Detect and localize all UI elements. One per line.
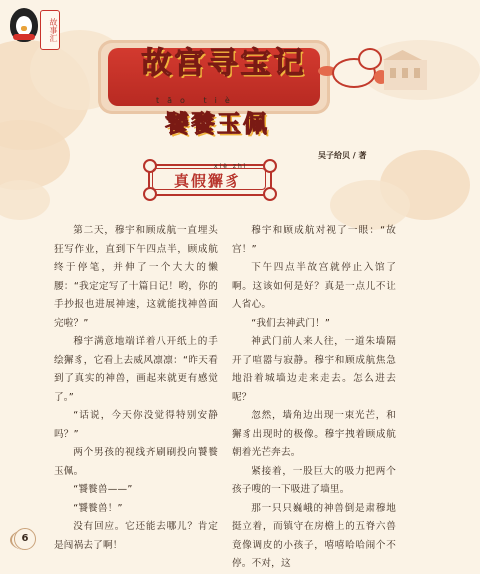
subtitle-pinyin: tāo tiè xyxy=(156,96,238,105)
paragraph: “我们去神武门！” xyxy=(251,317,331,329)
paragraph: 两个男孩的视线齐刷刷投向饕餮玉佩。 xyxy=(54,447,218,477)
chapter-pinyin: xiè zhì xyxy=(214,163,248,170)
penguin-mascot-icon xyxy=(10,8,38,42)
cloud-decoration xyxy=(0,180,50,220)
book-subtitle: 饕餮玉佩 xyxy=(165,109,269,138)
paragraph: 紧接着，一股巨大的吸力把两个孩子嗖的一下吸进了墙里。 xyxy=(232,465,396,495)
mythic-creature-illustration xyxy=(322,48,384,94)
column-emblem xyxy=(4,4,74,54)
chapter-title: 真假獬豸 xyxy=(173,172,242,190)
paragraph: “饕餮兽——” xyxy=(73,484,133,495)
paragraph: 忽然，墙角边出现一束光芒，和獬豸出现时的极像。穆宇拽着顾成航朝着光芒奔去。 xyxy=(232,410,396,458)
paragraph: 穆宇满意地端详着八开纸上的手绘獬豸，它看上去威风凛凛：“昨天看到了真实的神兽，画起来就更有感觉了。” xyxy=(54,336,218,403)
paragraph: 神武门前人来人往，一道朱墙隔开了喧嚣与寂静。穆宇和顾成航焦急地沿着城墙边走来走去。怎么进去呢？ xyxy=(232,336,396,403)
paragraph: 没有回应。它还能去哪儿？肯定是闯祸去了啊！ xyxy=(54,521,218,551)
paragraph: “话说，今天你没觉得特别安静吗？” xyxy=(54,410,218,440)
palace-building-illustration xyxy=(378,50,427,94)
paragraph: 穆宇和顾成航对视了一眼：“故宫！” xyxy=(232,225,396,255)
paragraph: “饕餮兽！” xyxy=(73,502,123,514)
column-tag: 故事汇 xyxy=(40,10,60,50)
paragraph: 下午四点半故宫就停止入馆了啊。这该如何是好？真是一点儿不让人省心。 xyxy=(232,262,396,310)
author-credit: 吴子给贝 / 著 xyxy=(318,151,367,160)
series-title: 故宫寻宝记 xyxy=(141,46,307,81)
text-column-right xyxy=(232,222,396,574)
paragraph: 第二天，穆宇和顾成航一直埋头狂写作业，直到下午四点半，顾成航终于停笔，并伸了一个大大的懒腰：“我定定写了十篇日记！哟，你的手抄报也进展神速，这就能找神兽面完啦？” xyxy=(54,225,218,329)
text-column-left xyxy=(54,222,218,555)
paragraph: 那一只只巍峨的神兽倒是肃穆地挺立着，而镇守在房檐上的五脊六兽竟像调皮的小孩子，嘻嘻哈哈闹个不停。不对，这 xyxy=(232,502,396,569)
page-number: 6 xyxy=(14,528,36,550)
